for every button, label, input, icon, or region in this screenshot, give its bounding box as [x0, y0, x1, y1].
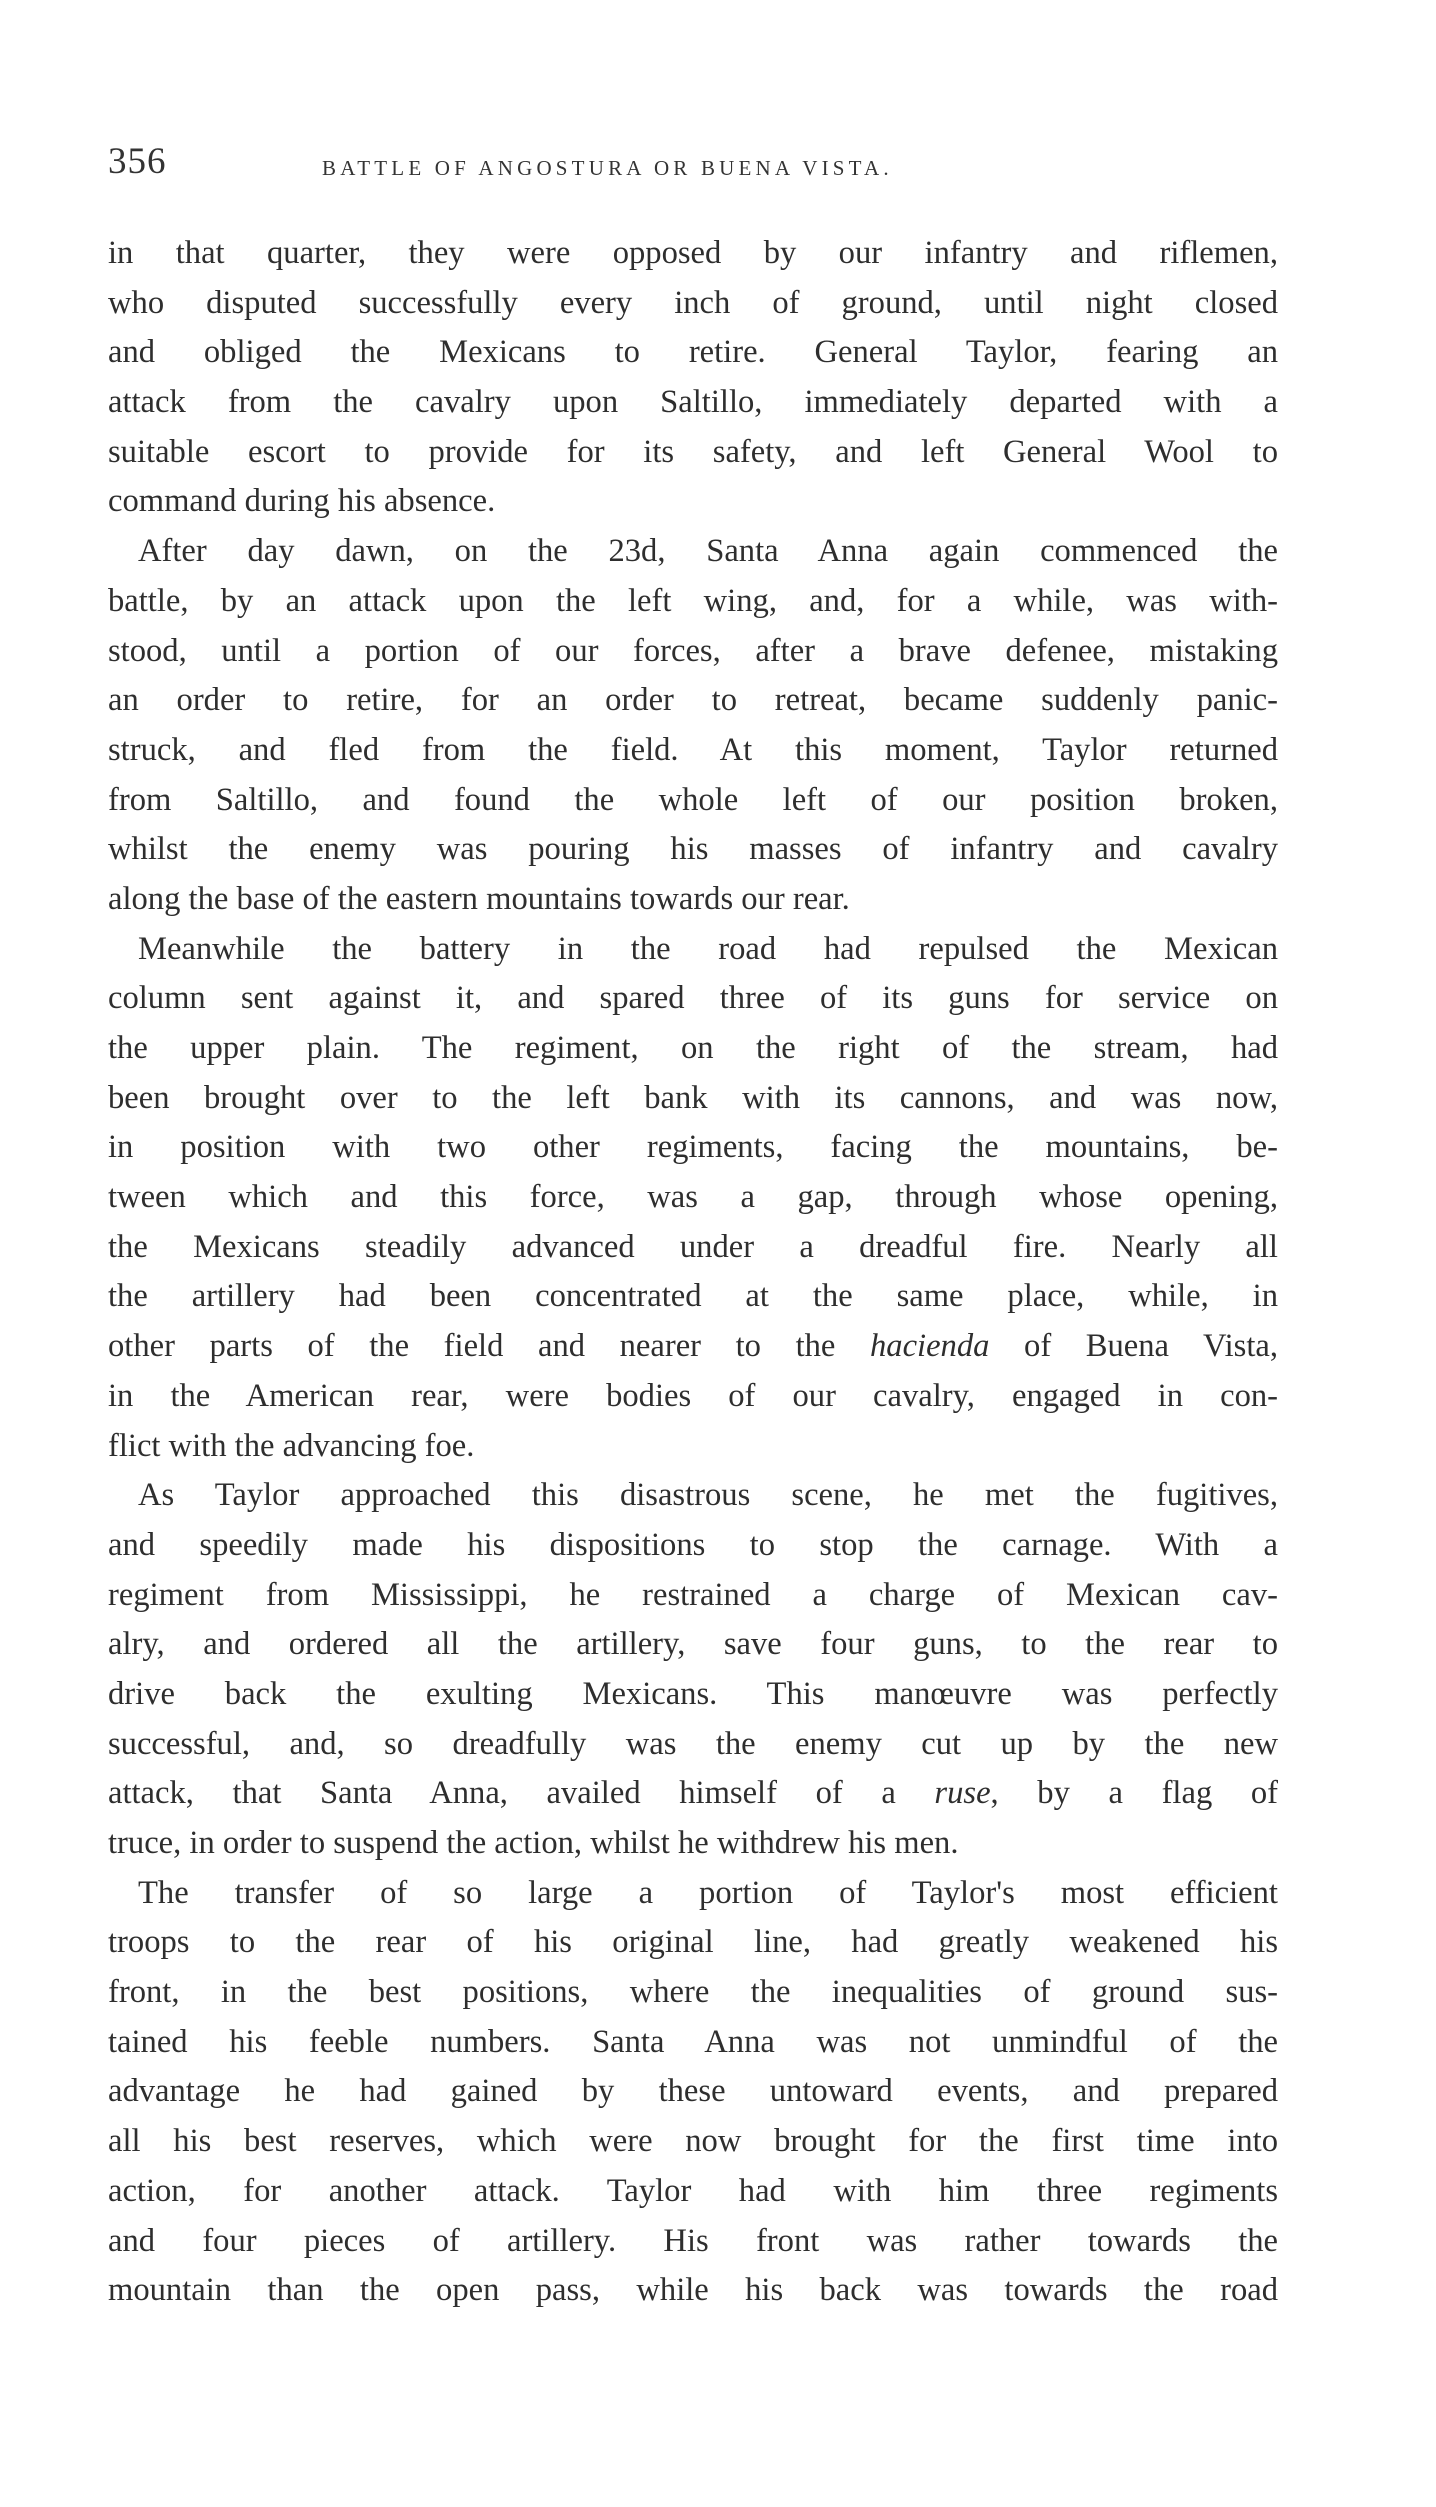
- text-line: truce, in order to suspend the action, whilst he withdrew his men.: [108, 1825, 959, 1861]
- text-line: action, for another attack. Taylor had with him three regiments: [108, 2172, 1278, 2209]
- text-line-with-italic: other parts of the field and nearer to the hacienda of Buena Vista,: [108, 1328, 1278, 1365]
- text-line: the upper plain. The regiment, on the right of the stream, had: [108, 1030, 1278, 1066]
- text-line: whilst the enemy was pouring his masses of infantry and cavalry: [108, 831, 1278, 868]
- italic-word: ruse: [934, 1775, 991, 1812]
- page-number: 356: [108, 141, 167, 182]
- text-line: battle, by an attack upon the left wing, and, for a while, was with-: [108, 582, 1278, 619]
- text-line: column sent against it, and spared three of its guns for service on: [108, 980, 1278, 1017]
- text-line: alry, and ordered all the artillery, save four guns, to the rear to: [108, 1626, 1278, 1663]
- text-line: mountain than the open pass, while his back was towards the road: [108, 2272, 1278, 2309]
- text-line: suitable escort to provide for its safety, and left General Wool to: [108, 433, 1278, 470]
- text-line: in position with two other regiments, facing the mountains, be-: [108, 1129, 1278, 1166]
- text-line: from Saltillo, and found the whole left of our position broken,: [108, 781, 1278, 818]
- text-line: troops to the rear of his original line, had greatly weakened his: [108, 1924, 1278, 1961]
- text-line: advantage he had gained by these untoward events, and prepared: [108, 2073, 1278, 2110]
- text-line: been brought over to the left bank with its cannons, and was now,: [108, 1079, 1278, 1116]
- paragraph-start-line: Meanwhile the battery in the road had repulsed the Mexican: [138, 930, 1278, 967]
- text-line: tween which and this force, was a gap, through whose opening,: [108, 1179, 1278, 1216]
- text-line: all his best reserves, which were now brought for the first time into: [108, 2123, 1278, 2160]
- text-line: and four pieces of artillery. His front was rather towards the: [108, 2222, 1278, 2259]
- text-line: stood, until a portion of our forces, after a brave defenee, mistaking: [108, 632, 1278, 669]
- text-line: and speedily made his dispositions to stop the carnage. With a: [108, 1526, 1278, 1563]
- text-line: in that quarter, they were opposed by our infantry and riflemen,: [108, 235, 1278, 271]
- text-line: the artillery had been concentrated at the same place, while, in: [108, 1278, 1278, 1315]
- text-line: an order to retire, for an order to retreat, became suddenly panic-: [108, 682, 1278, 719]
- text-line: who disputed successfully every inch of ground, until night closed: [108, 284, 1278, 321]
- italic-word: hacienda: [870, 1328, 990, 1365]
- paragraph-start-line: As Taylor approached this disastrous scene, he met the fugitives,: [138, 1477, 1278, 1514]
- text-line: front, in the best positions, where the inequalities of ground sus-: [108, 1974, 1278, 2011]
- text-line: in the American rear, were bodies of our cavalry, engaged in con-: [108, 1377, 1278, 1414]
- body-text: [108, 229, 1278, 2316]
- text-line: struck, and fled from the field. At this moment, Taylor returned: [108, 731, 1278, 768]
- text-line: regiment from Mississippi, he restrained a charge of Mexican cav-: [108, 1576, 1278, 1613]
- text-line: tained his feeble numbers. Santa Anna was not unmindful of the: [108, 2023, 1278, 2060]
- text-line: the Mexicans steadily advanced under a dreadful fire. Nearly all: [108, 1228, 1278, 1265]
- text-line: command during his absence.: [108, 483, 496, 520]
- text-line: flict with the advancing foe.: [108, 1427, 475, 1464]
- paragraph-start-line: The transfer of so large a portion of Taylor's most efficient: [138, 1874, 1278, 1911]
- text-line: and obliged the Mexicans to retire. General Taylor, fearing an: [108, 334, 1278, 371]
- text-line: drive back the exulting Mexicans. This manœuvre was perfectly: [108, 1675, 1278, 1712]
- paragraph-start-line: After day dawn, on the 23d, Santa Anna again commenced the: [138, 533, 1278, 570]
- text-line: along the base of the eastern mountains towards our rear.: [108, 880, 850, 917]
- running-head: [108, 140, 1278, 190]
- text-line: attack from the cavalry upon Saltillo, immediately departed with a: [108, 384, 1278, 421]
- text-line: successful, and, so dreadfully was the enemy cut up by the new: [108, 1725, 1278, 1762]
- running-head-title: BATTLE OF ANGOSTURA OR BUENA VISTA.: [322, 156, 893, 180]
- text-line-with-italic: attack, that Santa Anna, availed himself of a ruse, by a flag of: [108, 1775, 1278, 1812]
